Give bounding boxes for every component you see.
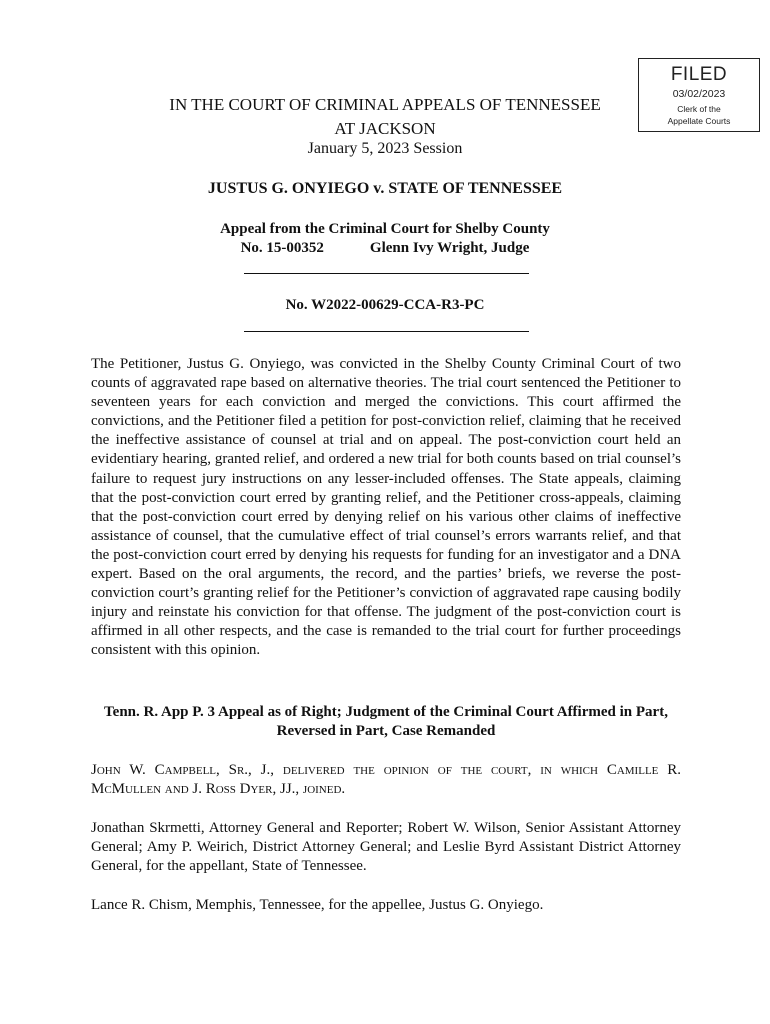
stamp-title: FILED (670, 64, 728, 85)
court-location: AT JACKSON (334, 119, 436, 138)
appeal-block (0, 220, 770, 258)
counsel-appellant: Jonathan Skrmetti, Attorney General and Reporter; Robert W. Wilson, Senior Assistant Attorney General; Amy P. Weirich, District Attorney General; and Leslie Byrd Assistant District Attorney General, for the appellant, State of Tennessee. (91, 820, 681, 875)
divider-bottom (244, 331, 529, 332)
divider-top (244, 273, 529, 274)
trial-number: No. 15-00352 (240, 240, 324, 256)
case-caption: JUSTUS G. ONYIEGO v. STATE OF TENNESSEE (207, 180, 563, 197)
stamp-line1: Clerk of the (677, 104, 721, 114)
trial-judge: Glenn Ivy Wright, Judge (369, 240, 530, 256)
counsel-appellee: Lance R. Chism, Memphis, Tennessee, for the appellee, Justus G. Onyiego. (91, 897, 544, 913)
stamp-date: 03/02/2023 (672, 88, 726, 100)
case-summary: The Petitioner, Justus G. Onyiego, was convicted in the Shelby County Criminal Court of two counts of aggravated rape based on alternative theories. The trial court sentenced the Petitioner to seventeen years for each conviction and merged the convictions. This court affirmed the convictions, and the Petitioner filed a petition for post-conviction relief, claiming that he received the ineffective assistance of counsel at trial and on appeal. The post-conviction court held an evidentiary hearing, granted relief, and ordered a new trial for both counts based on trial counsel’s failure to request jury instructions on any lesser-included offenses. The State appeals, claiming that the post-conviction court erred by granting relief, and the Petitioner cross-appeals, claiming that the post-conviction court erred by denying relief on his various other claims of ineffective assistance of counsel, that the cumulative effect of trial counsel’s errors warrants relief, and that the post-conviction court erred by denying his requests for funding for an investigator and a DNA expert. Based on the oral arguments, the record, and the parties’ briefs, we reverse the post-conviction court’s granting relief for the Petitioner’s conviction of aggravated rape causing bodily injury and reinstate his conviction for that offense. The judgment of the post-conviction court is affirmed in all other respects, and the case is remanded to the trial court for further proceedings consistent with this opinion. (91, 356, 681, 659)
appeal-from: Appeal from the Criminal Court for Shelby County (220, 221, 550, 237)
appeal-number-judge (0, 239, 770, 258)
stamp-line2: Appellate Courts (667, 116, 731, 126)
court-heading (0, 93, 770, 141)
authoring-judges: John W. Campbell, Sr., J., delivered the opinion of the court, in which Camille R. McMullen and J. Ross Dyer, JJ., joined. (91, 762, 681, 798)
disposition: Tenn. R. App P. 3 Appeal as of Right; Judgment of the Criminal Court Affirmed in Part, Reversed in Part, Case Remanded (104, 704, 668, 740)
court-name: IN THE COURT OF CRIMINAL APPEALS OF TENNESSEE (169, 95, 601, 114)
session-date: January 5, 2023 Session (307, 140, 463, 157)
docket-number: No. W2022-00629-CCA-R3-PC (285, 297, 485, 313)
